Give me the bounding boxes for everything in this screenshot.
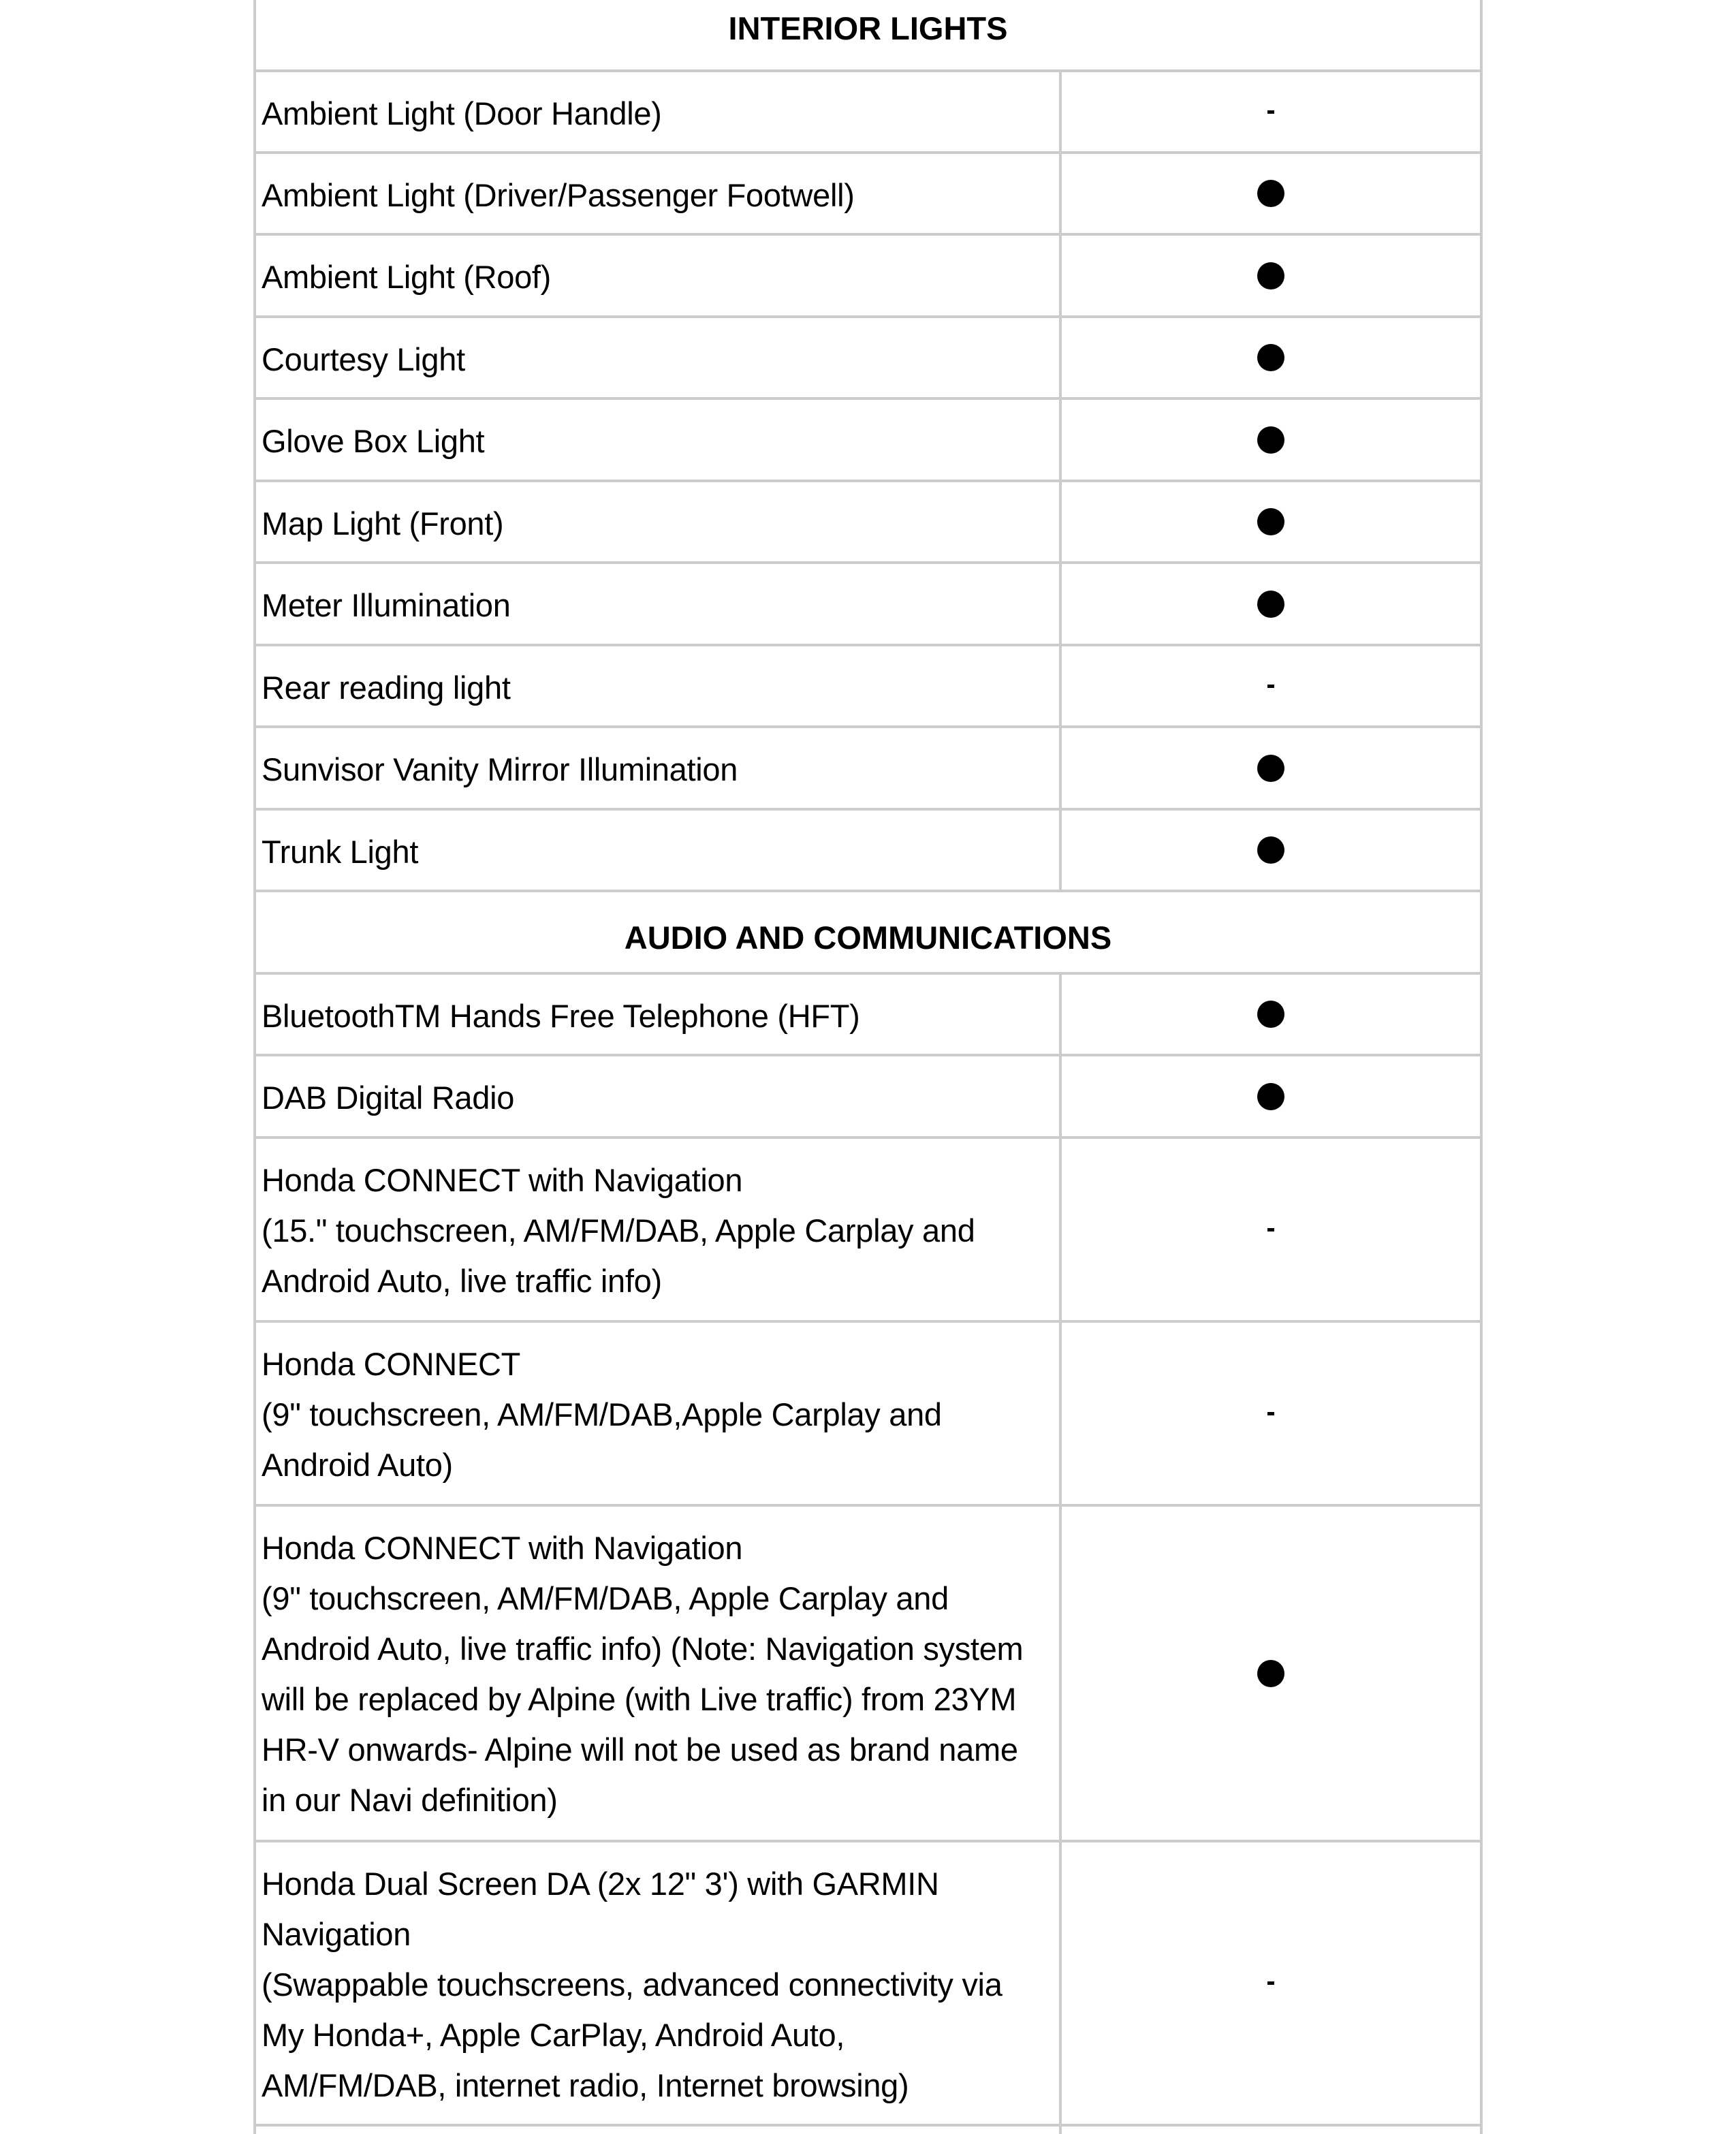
table-row	[256, 646, 1480, 728]
feature-name-line: Android Auto)	[262, 1447, 453, 1483]
feature-name-line: Honda CONNECT with Navigation	[262, 1530, 743, 1566]
equipment-spec-table	[253, 0, 1483, 2134]
feature-name-line: will be replaced by Alpine (with Live traffic) from 23YM	[262, 1681, 1017, 1717]
feature-name-cell	[256, 482, 1062, 561]
feature-name-line: Courtesy Light	[262, 341, 465, 377]
not-available-dash-icon	[1267, 1412, 1274, 1415]
feature-name-line: DAB Digital Radio	[262, 1080, 515, 1116]
feature-name-line: (9" touchscreen, AM/FM/DAB,Apple Carplay and	[262, 1396, 942, 1432]
availability-cell	[1062, 318, 1480, 397]
table-row	[256, 1507, 1480, 1842]
availability-cell	[1062, 400, 1480, 480]
table-row	[256, 811, 1480, 892]
feature-name-cell	[256, 975, 1062, 1054]
feature-name-cell	[256, 72, 1062, 151]
feature-name-line: BluetoothTM Hands Free Telephone (HFT)	[262, 998, 860, 1034]
table-row	[256, 482, 1480, 564]
feature-name-cell	[256, 728, 1062, 808]
availability-cell	[1062, 1323, 1480, 1504]
feature-name-cell	[256, 646, 1062, 725]
feature-name-line: HR-V onwards- Alpine will not be used as brand name	[262, 1731, 1018, 1768]
feature-name-line: Map Light (Front)	[262, 505, 504, 542]
standard-dot-icon	[1257, 1001, 1284, 1028]
feature-name-line: Navigation	[262, 1916, 411, 1952]
availability-cell	[1062, 811, 1480, 890]
table-row	[256, 1139, 1480, 1323]
feature-name-line: My Honda+, Apple CarPlay, Android Auto,	[262, 2017, 845, 2053]
standard-dot-icon	[1257, 262, 1284, 289]
feature-name-line: (Swappable touchscreens, advanced connectivity via	[262, 1966, 1003, 2003]
table-row	[256, 1842, 1480, 2127]
availability-cell	[1062, 728, 1480, 808]
availability-cell	[1062, 482, 1480, 561]
standard-dot-icon	[1257, 755, 1284, 782]
section-title: AUDIO AND COMMUNICATIONS	[624, 920, 1112, 956]
feature-name-line: AM/FM/DAB, internet radio, Internet browsing)	[262, 2067, 909, 2103]
feature-name-line: (15." touchscreen, AM/FM/DAB, Apple Carplay and	[262, 1212, 975, 1249]
availability-cell	[1062, 1507, 1480, 1840]
standard-dot-icon	[1257, 836, 1284, 864]
feature-name-line: Ambient Light (Driver/Passenger Footwell)	[262, 177, 855, 213]
table-row	[256, 1323, 1480, 1507]
feature-name-cell	[256, 236, 1062, 315]
not-available-dash-icon	[1267, 1981, 1274, 1985]
feature-name-line: Glove Box Light	[262, 423, 485, 459]
feature-name-cell	[256, 318, 1062, 397]
standard-dot-icon	[1257, 1083, 1284, 1110]
feature-name-line: Honda CONNECT with Navigation	[262, 1162, 743, 1198]
availability-cell	[1062, 564, 1480, 644]
standard-dot-icon	[1257, 508, 1284, 535]
not-available-dash-icon	[1267, 685, 1274, 688]
availability-cell	[1062, 2127, 1480, 2134]
feature-name-cell	[256, 1056, 1062, 1136]
feature-name-line: Android Auto, live traffic info) (Note: Navigation system	[262, 1631, 1024, 1667]
table-row	[256, 72, 1480, 154]
availability-cell	[1062, 154, 1480, 233]
section-header	[256, 892, 1480, 975]
availability-cell	[1062, 1842, 1480, 2124]
feature-name-line: Android Auto, live traffic info)	[262, 1263, 662, 1299]
table-row	[256, 400, 1480, 482]
feature-name-cell	[256, 2127, 1062, 2134]
feature-name-cell	[256, 154, 1062, 233]
feature-name-line: Meter Illumination	[262, 587, 511, 623]
availability-cell	[1062, 1056, 1480, 1136]
standard-dot-icon	[1257, 426, 1284, 454]
feature-name-cell	[256, 1842, 1062, 2124]
feature-name-line: Rear reading light	[262, 670, 511, 706]
table-row	[256, 2127, 1480, 2134]
availability-cell	[1062, 1139, 1480, 1320]
table-row	[256, 236, 1480, 318]
feature-name-line: Trunk Light	[262, 834, 419, 870]
feature-name-cell	[256, 1323, 1062, 1504]
feature-name-line: (9" touchscreen, AM/FM/DAB, Apple Carplay and	[262, 1580, 949, 1616]
feature-name-line: in our Navi definition)	[262, 1782, 558, 1818]
section-title: INTERIOR LIGHTS	[728, 10, 1008, 46]
standard-dot-icon	[1257, 180, 1284, 207]
section-header	[256, 0, 1480, 72]
table-row	[256, 564, 1480, 646]
feature-name-cell	[256, 811, 1062, 890]
standard-dot-icon	[1257, 344, 1284, 371]
table-row	[256, 318, 1480, 400]
feature-name-line: Honda CONNECT	[262, 1346, 521, 1382]
feature-name-cell	[256, 564, 1062, 644]
table-row	[256, 154, 1480, 236]
table-row	[256, 975, 1480, 1056]
availability-cell	[1062, 72, 1480, 151]
standard-dot-icon	[1257, 1660, 1284, 1687]
standard-dot-icon	[1257, 591, 1284, 618]
feature-name-cell	[256, 400, 1062, 480]
table-row	[256, 728, 1480, 811]
feature-name-cell	[256, 1507, 1062, 1840]
availability-cell	[1062, 236, 1480, 315]
not-available-dash-icon	[1267, 1228, 1274, 1231]
availability-cell	[1062, 975, 1480, 1054]
availability-cell	[1062, 646, 1480, 725]
not-available-dash-icon	[1267, 110, 1274, 114]
feature-name-line: Ambient Light (Roof)	[262, 259, 552, 295]
feature-name-line: Honda Dual Screen DA (2x 12" 3') with GARMIN	[262, 1866, 939, 1902]
feature-name-cell	[256, 1139, 1062, 1320]
feature-name-line: Sunvisor Vanity Mirror Illumination	[262, 751, 738, 787]
table-row	[256, 1056, 1480, 1139]
feature-name-line: Ambient Light (Door Handle)	[262, 95, 662, 131]
